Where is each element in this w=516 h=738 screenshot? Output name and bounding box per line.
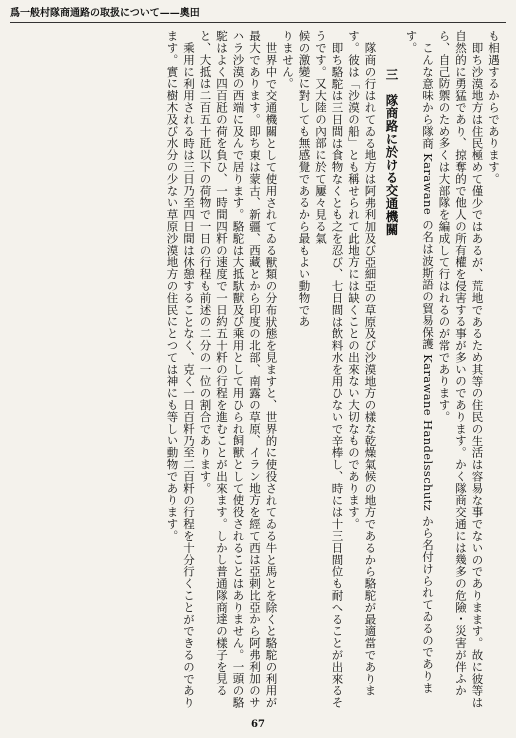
paragraph: 隊商の行はれてゐる地方は阿弗利加及び亞細亞の草原及び沙漠地方の樣な乾燥氣候の地方であるから駱駝が最適當であります。彼は「沙漠の船」とも稱せられて此地方には缺くことの出來ない大切なものであります。 xyxy=(347,30,378,696)
running-header: 爲一般村隊商通路の取扱について——奧田 xyxy=(10,6,506,23)
paragraph: 世界中で交通機關として使用されてゐる獸類の分布狀態を見ますと、世界的に使役されてゐる牛と馬とを除くと駱駝の利用が最大であります。即ち東は蒙古、新疆、西藏とから印度の北部、南露の草原、イラン地方を經て西は亞剌比亞から阿弗利加のサハラ沙漠の西端に及んで居ります。駱駝は大抵馱獸及び乘用として用ひられ飼獸として使役されることはありません。一頭の駱駝はよく四百瓩の荷を負ひ、一時間四粁の速度で一日約五十粁の行程を進むことが出來ます。しかし普通隊商達の樣子を見ると、大抵は二百五十瓩以下の荷物で一日の行程も前述の二分の一位の割合であります。 xyxy=(198,30,279,709)
paragraph: 即ち沙漠地方は住民極めて僅少ではあるが、荒地であるため其等の住民の生活は容易な事でないのでありまます。故に彼等は自然的に勇猛であり、掠奪的で他人の所有權を侵害する事が多いのであります。かく隊商交通には幾多の危險・災害が伴ふから、自己防禦のため多くは大部隊を編成して行はれるのが常であります。 xyxy=(437,30,485,708)
paragraph: 乘用に利用される時は三日乃至四日間は休憩することなく、克く一日百粁乃至二百粁の行程を十分行くことができるのであります。實に樹木及び水分の少ない草原沙漠地方の住民にとつては神にも等しい動物であります。 xyxy=(165,30,196,708)
paragraph: 候の激變に對しても無感覺であるから最もよい動物であ xyxy=(297,30,312,328)
paragraph: りません。 xyxy=(281,30,295,90)
paragraph: こんな意味から隊商 Karawane の名は波斯語の貿易保護 Karawane Handelsschutz から名付けられてゐるのであります。 xyxy=(404,30,435,694)
vertical-text-block xyxy=(14,30,502,710)
section-heading: 三 隊商路に於ける交通機關 xyxy=(384,67,399,236)
paragraph-lead: も相遇するからであります。 xyxy=(487,30,501,185)
page-number: 67 xyxy=(251,719,265,730)
paragraph: 即ち駱駝は三日間は食物なくとも之を忍び、七日間は飲料水を用ひないで辛棒し、時には十三日間位も耐へることが出來るそうです。又大陸の內部に於て屢々見る氣 xyxy=(314,30,345,708)
